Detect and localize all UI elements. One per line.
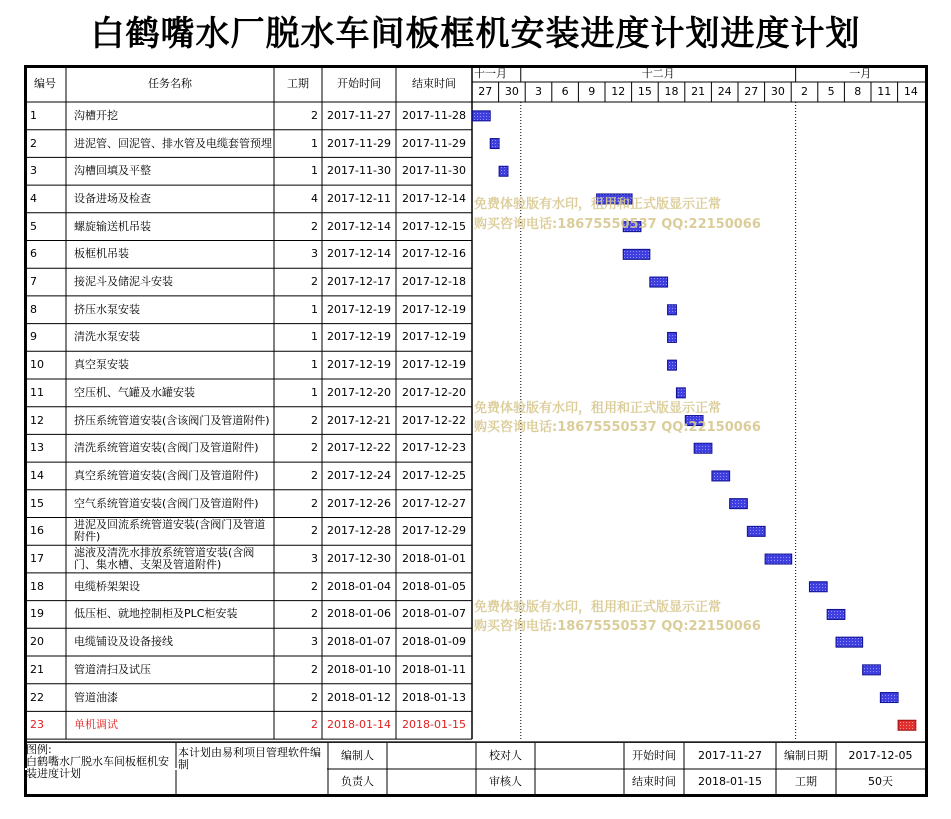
task-name: 清洗系统管道安装(含阀门及管道附件) bbox=[74, 441, 259, 455]
task-id: 21 bbox=[30, 662, 44, 676]
page-title: 白鹤嘴水厂脱水车间板框机安装进度计划进度计划 bbox=[90, 14, 861, 54]
task-start: 2017-12-11 bbox=[327, 191, 391, 205]
gantt-bar[interactable] bbox=[473, 111, 491, 121]
task-id: 12 bbox=[30, 413, 44, 427]
task-start: 2017-12-19 bbox=[327, 302, 391, 316]
footer-legend bbox=[26, 744, 176, 793]
owner-label: 负责人 bbox=[341, 774, 374, 788]
task-duration: 2 bbox=[311, 690, 318, 704]
task-end: 2018-01-09 bbox=[402, 635, 466, 649]
header-id: 编号 bbox=[34, 76, 56, 90]
task-id: 10 bbox=[30, 358, 44, 372]
task-id: 20 bbox=[30, 635, 44, 649]
start-value: 2017-11-27 bbox=[698, 749, 762, 762]
watermark-line1: 免费体验版有水印，租用和正式版显示正常 bbox=[474, 401, 722, 416]
gantt-bar[interactable] bbox=[694, 443, 712, 453]
task-duration: 1 bbox=[311, 136, 318, 150]
checker-value bbox=[535, 743, 624, 769]
task-end: 2017-12-19 bbox=[402, 302, 466, 316]
day-label: 8 bbox=[854, 85, 862, 98]
task-name: 真空泵安装 bbox=[74, 358, 129, 372]
task-end: 2017-12-20 bbox=[402, 385, 466, 399]
task-end: 2017-11-29 bbox=[402, 136, 466, 150]
task-name: 管道油漆 bbox=[74, 690, 118, 704]
day-label: 5 bbox=[827, 85, 835, 98]
task-name: 进泥管、回泥管、排水管及电缆套管预埋 bbox=[74, 136, 272, 150]
task-name: 单机调试 bbox=[74, 718, 118, 732]
task-start: 2018-01-14 bbox=[327, 718, 391, 732]
task-end: 2018-01-01 bbox=[402, 552, 466, 566]
day-label: 2 bbox=[800, 85, 808, 98]
task-id: 18 bbox=[30, 579, 44, 593]
task-duration: 1 bbox=[311, 358, 318, 372]
header-name: 任务名称 bbox=[148, 76, 192, 90]
task-duration: 2 bbox=[311, 579, 318, 593]
gantt-bar[interactable] bbox=[730, 499, 748, 509]
task-start: 2017-12-24 bbox=[327, 468, 391, 482]
task-duration: 3 bbox=[311, 635, 318, 649]
software-note: 本计划由易利项目管理软件编制 bbox=[178, 747, 321, 771]
watermark-line2: 购买咨询电话:18675550537 QQ:22150066 bbox=[474, 619, 761, 634]
task-id: 5 bbox=[30, 219, 37, 233]
task-end: 2017-11-28 bbox=[402, 108, 466, 122]
task-name: 电缆铺设及设备接线 bbox=[74, 635, 173, 649]
legend-text: 白鹤嘴水厂脱水车间板框机安装进度计划 bbox=[26, 755, 169, 780]
task-start: 2017-11-30 bbox=[327, 164, 391, 178]
day-label: 9 bbox=[588, 85, 596, 98]
day-label: 24 bbox=[717, 85, 732, 98]
header-duration: 工期 bbox=[287, 76, 309, 90]
header-start: 开始时间 bbox=[337, 76, 381, 90]
month-label: 一月 bbox=[849, 66, 872, 80]
task-start: 2017-12-14 bbox=[327, 219, 391, 233]
task-name: 挤压水泵安装 bbox=[74, 302, 140, 316]
gantt-bar[interactable] bbox=[668, 305, 677, 315]
task-duration: 1 bbox=[311, 385, 318, 399]
task-name: 滤液及清洗水排放系统管道安装(含阀门、集水槽、支架及管道附件) bbox=[74, 546, 255, 572]
task-duration: 1 bbox=[311, 330, 318, 344]
day-label: 18 bbox=[664, 85, 679, 98]
gantt-bar-critical[interactable] bbox=[898, 720, 916, 730]
task-start: 2018-01-12 bbox=[327, 690, 391, 704]
day-label: 27 bbox=[478, 85, 493, 98]
day-label: 21 bbox=[691, 85, 706, 98]
task-end: 2018-01-13 bbox=[402, 690, 466, 704]
task-start: 2018-01-10 bbox=[327, 662, 391, 676]
editor-label: 编制人 bbox=[341, 749, 374, 762]
compiled-label: 编制日期 bbox=[784, 749, 828, 762]
task-start: 2018-01-07 bbox=[327, 635, 391, 649]
task-id: 6 bbox=[30, 247, 37, 261]
task-duration: 1 bbox=[311, 164, 318, 178]
task-end: 2018-01-11 bbox=[402, 662, 466, 676]
header-end: 结束时间 bbox=[412, 76, 456, 90]
task-duration: 3 bbox=[311, 247, 318, 261]
task-id: 9 bbox=[30, 330, 37, 344]
task-start: 2018-01-06 bbox=[327, 607, 391, 621]
task-name: 接泥斗及储泥斗安装 bbox=[74, 275, 173, 289]
task-duration: 2 bbox=[311, 108, 318, 122]
task-duration: 2 bbox=[311, 662, 318, 676]
gantt-bar[interactable] bbox=[490, 139, 499, 149]
day-label: 6 bbox=[561, 85, 569, 98]
task-name: 真空系统管道安装(含阀门及管道附件) bbox=[74, 468, 259, 482]
task-id: 13 bbox=[30, 441, 44, 455]
end-label: 结束时间 bbox=[632, 774, 676, 788]
task-duration: 2 bbox=[311, 468, 318, 482]
task-end: 2017-12-29 bbox=[402, 524, 466, 538]
watermark-line2: 购买咨询电话:18675550537 QQ:22150066 bbox=[474, 420, 761, 435]
task-duration: 1 bbox=[311, 302, 318, 316]
compiled-value: 2017-12-05 bbox=[848, 749, 913, 762]
task-id: 7 bbox=[30, 275, 37, 289]
start-label: 开始时间 bbox=[632, 749, 676, 762]
task-start: 2017-12-20 bbox=[327, 385, 391, 399]
task-end: 2017-12-14 bbox=[402, 191, 466, 205]
task-end: 2018-01-15 bbox=[402, 718, 466, 732]
task-end: 2017-12-22 bbox=[402, 413, 466, 427]
gantt-bar[interactable] bbox=[668, 332, 677, 342]
task-id: 2 bbox=[30, 136, 37, 150]
task-duration: 2 bbox=[311, 219, 318, 233]
day-label: 11 bbox=[877, 85, 892, 98]
checker-label: 校对人 bbox=[489, 749, 522, 762]
period-value: 50天 bbox=[868, 774, 893, 788]
gantt-bar[interactable] bbox=[765, 554, 792, 564]
task-end: 2017-12-25 bbox=[402, 468, 466, 482]
task-duration: 2 bbox=[311, 413, 318, 427]
task-end: 2017-12-16 bbox=[402, 247, 466, 261]
task-duration: 2 bbox=[311, 718, 318, 732]
month-label: 十二月 bbox=[641, 66, 675, 80]
task-duration: 3 bbox=[311, 552, 318, 566]
day-label: 15 bbox=[637, 85, 652, 98]
task-name: 挤压系统管道安装(含该阀门及管道附件) bbox=[74, 413, 270, 427]
gantt-bar[interactable] bbox=[827, 609, 845, 619]
task-name: 空气系统管道安装(含阀门及管道附件) bbox=[74, 496, 259, 510]
gantt-bar[interactable] bbox=[747, 526, 765, 536]
task-start: 2017-12-19 bbox=[327, 330, 391, 344]
gantt-bar[interactable] bbox=[668, 360, 677, 370]
task-start: 2018-01-04 bbox=[327, 579, 391, 593]
task-name: 螺旋输送机吊装 bbox=[74, 219, 151, 233]
task-name: 低压柜、就地控制柜及PLC柜安装 bbox=[74, 607, 238, 621]
task-end: 2017-12-19 bbox=[402, 358, 466, 372]
task-id: 15 bbox=[30, 496, 44, 510]
task-end: 2017-12-27 bbox=[402, 496, 466, 510]
task-end: 2017-11-30 bbox=[402, 164, 466, 178]
task-name: 电缆桥架架设 bbox=[74, 579, 140, 593]
task-start: 2017-12-19 bbox=[327, 358, 391, 372]
task-id: 22 bbox=[30, 690, 44, 704]
reviewer-value bbox=[535, 769, 624, 794]
task-id: 23 bbox=[30, 718, 44, 732]
task-name: 设备进场及检查 bbox=[74, 191, 151, 205]
task-name: 板框机吊装 bbox=[74, 247, 129, 261]
legend-label: 图例: bbox=[26, 744, 52, 756]
gantt-bar[interactable] bbox=[712, 471, 730, 481]
day-label: 12 bbox=[611, 85, 626, 98]
task-start: 2017-12-17 bbox=[327, 275, 391, 289]
task-id: 17 bbox=[30, 552, 44, 566]
task-id: 4 bbox=[30, 191, 37, 205]
task-duration: 4 bbox=[311, 191, 318, 205]
gantt-bar[interactable] bbox=[809, 582, 827, 592]
task-start: 2017-12-26 bbox=[327, 496, 391, 510]
editor-value bbox=[387, 743, 476, 769]
task-start: 2017-12-22 bbox=[327, 441, 391, 455]
task-id: 14 bbox=[30, 468, 44, 482]
task-start: 2017-12-28 bbox=[327, 524, 391, 538]
day-label: 30 bbox=[504, 85, 519, 98]
month-label: 十一月 bbox=[474, 66, 507, 80]
task-duration: 2 bbox=[311, 441, 318, 455]
gantt-bar[interactable] bbox=[499, 166, 508, 176]
gantt-bar[interactable] bbox=[650, 277, 668, 287]
day-label: 14 bbox=[903, 85, 918, 98]
task-start: 2017-11-29 bbox=[327, 136, 391, 150]
gantt-bar[interactable] bbox=[676, 388, 685, 398]
period-label: 工期 bbox=[795, 774, 817, 788]
reviewer-label: 审核人 bbox=[489, 774, 522, 788]
task-duration: 2 bbox=[311, 496, 318, 510]
task-id: 3 bbox=[30, 164, 37, 178]
task-name: 沟槽开挖 bbox=[74, 108, 118, 122]
task-end: 2018-01-07 bbox=[402, 607, 466, 621]
task-end: 2017-12-23 bbox=[402, 441, 466, 455]
gantt-bar[interactable] bbox=[836, 637, 863, 647]
task-name: 管道清扫及试压 bbox=[74, 662, 151, 676]
gantt-bar[interactable] bbox=[863, 665, 881, 675]
task-name: 进泥及回流系统管道安装(含阀门及管道附件) bbox=[74, 518, 266, 544]
gantt-bar[interactable] bbox=[880, 693, 898, 703]
task-id: 1 bbox=[30, 108, 37, 122]
task-duration: 2 bbox=[311, 275, 318, 289]
task-end: 2018-01-05 bbox=[402, 579, 466, 593]
watermark-line2: 购买咨询电话:18675550537 QQ:22150066 bbox=[474, 217, 761, 232]
end-value: 2018-01-15 bbox=[698, 774, 762, 788]
watermark-line1: 免费体验版有水印，租用和正式版显示正常 bbox=[474, 600, 722, 615]
task-id: 11 bbox=[30, 385, 44, 399]
owner-value bbox=[387, 769, 476, 794]
day-label: 30 bbox=[770, 85, 785, 98]
task-id: 16 bbox=[30, 524, 44, 538]
task-end: 2017-12-15 bbox=[402, 219, 466, 233]
task-id: 19 bbox=[30, 607, 44, 621]
task-end: 2017-12-19 bbox=[402, 330, 466, 344]
watermark-line1: 免费体验版有水印，租用和正式版显示正常 bbox=[474, 197, 722, 212]
day-label: 27 bbox=[744, 85, 759, 98]
task-start: 2017-11-27 bbox=[327, 108, 391, 122]
task-start: 2017-12-21 bbox=[327, 413, 391, 427]
task-name: 沟槽回填及平整 bbox=[74, 164, 151, 178]
task-name: 空压机、气罐及水罐安装 bbox=[74, 385, 195, 399]
task-start: 2017-12-30 bbox=[327, 552, 391, 566]
task-duration: 2 bbox=[311, 607, 318, 621]
task-start: 2017-12-14 bbox=[327, 247, 391, 261]
task-name: 清洗水泵安装 bbox=[74, 330, 140, 344]
gantt-bar[interactable] bbox=[623, 249, 650, 259]
task-duration: 2 bbox=[311, 524, 318, 538]
day-label: 3 bbox=[534, 85, 542, 98]
task-id: 8 bbox=[30, 302, 37, 316]
task-end: 2017-12-18 bbox=[402, 275, 466, 289]
